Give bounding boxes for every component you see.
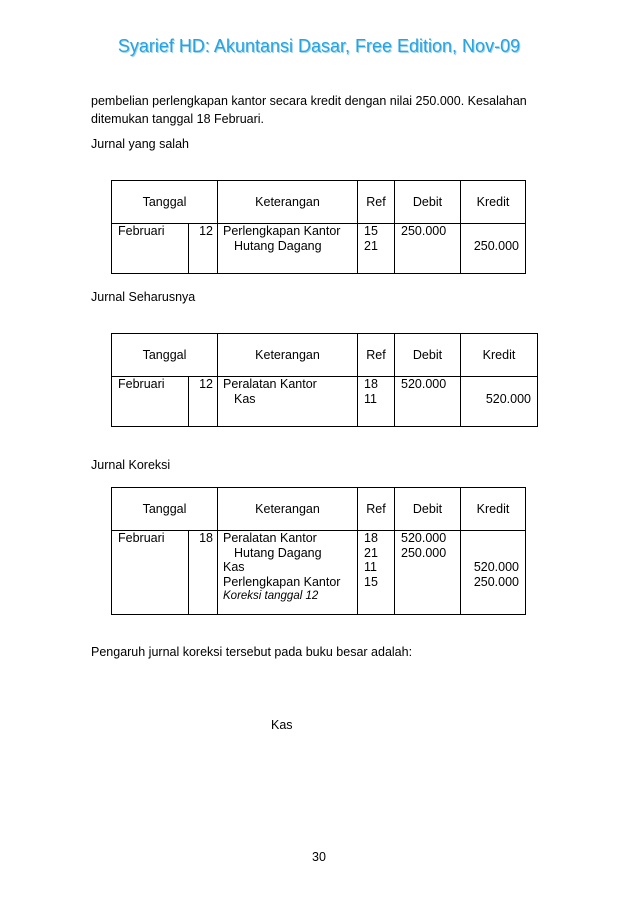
day: 12 — [199, 224, 213, 238]
col-tanggal: Tanggal — [112, 334, 218, 377]
jurnal-salah-table — [111, 180, 526, 274]
col-keterangan: Keterangan — [218, 488, 358, 531]
desc-credit-account: Kas — [234, 391, 256, 406]
table-header-row — [112, 334, 538, 377]
col-kredit: Kredit — [461, 181, 526, 224]
pengaruh-text: Pengaruh jurnal koreksi tersebut pada buku besar adalah: — [91, 645, 413, 659]
jurnal-seharusnya-title: Jurnal Seharusnya — [91, 290, 196, 304]
col-kredit: Kredit — [461, 488, 526, 531]
ref-value: 18 — [364, 531, 378, 545]
day: 18 — [199, 531, 213, 545]
month: Februari — [118, 531, 165, 545]
month: Februari — [118, 224, 165, 238]
jurnal-seharusnya-table — [111, 333, 538, 427]
desc-credit-account: Hutang Dagang — [234, 238, 322, 253]
debit-value: 520.000 — [401, 531, 447, 545]
table-row — [112, 377, 538, 427]
col-tanggal: Tanggal — [112, 181, 218, 224]
kredit-value: 520.000 — [473, 560, 519, 574]
day: 12 — [199, 377, 213, 391]
ref-value: 11 — [364, 560, 377, 574]
desc-account: Perlengkapan Kantor — [223, 574, 341, 589]
debit-value: 250.000 — [401, 224, 447, 238]
desc-debit-account: Peralatan Kantor — [223, 377, 317, 391]
kredit-value: 250.000 — [473, 238, 519, 253]
col-kredit: Kredit — [461, 334, 538, 377]
ref-value: 15 — [364, 224, 378, 238]
month: Februari — [118, 377, 165, 391]
table-header-row — [112, 488, 526, 531]
jurnal-koreksi-title: Jurnal Koreksi — [91, 458, 171, 472]
ref-value: 15 — [364, 574, 378, 589]
ref-value: 21 — [364, 545, 378, 560]
col-debit: Debit — [395, 181, 461, 224]
col-keterangan: Keterangan — [218, 334, 358, 377]
col-ref: Ref — [358, 334, 395, 377]
jurnal-koreksi-table — [111, 487, 526, 615]
kas-ledger-title: Kas — [271, 718, 293, 732]
col-keterangan: Keterangan — [218, 181, 358, 224]
table-row — [112, 224, 526, 274]
intro-line-2: ditemukan tanggal 18 Februari. — [91, 112, 265, 126]
col-debit: Debit — [395, 334, 461, 377]
desc-debit-account: Perlengkapan Kantor — [223, 224, 341, 238]
correction-note: Koreksi tanggal 12 — [223, 590, 319, 602]
col-ref: Ref — [358, 181, 395, 224]
page-number: 30 — [312, 850, 326, 864]
jurnal-salah-title: Jurnal yang salah — [91, 137, 189, 151]
kredit-value: 520.000 — [485, 391, 531, 406]
table-row — [112, 531, 526, 615]
document-header: Syarief HD: Akuntansi Dasar, Free Edition, Nov-09 — [117, 36, 521, 56]
desc-account: Hutang Dagang — [234, 545, 322, 560]
debit-value: 520.000 — [401, 377, 447, 391]
ref-value: 18 — [364, 377, 378, 391]
desc-account: Peralatan Kantor — [223, 531, 317, 545]
intro-paragraph — [91, 92, 571, 128]
desc-account: Kas — [223, 560, 245, 574]
table-header-row — [112, 181, 526, 224]
ref-value: 21 — [364, 238, 378, 253]
col-ref: Ref — [358, 488, 395, 531]
col-tanggal: Tanggal — [112, 488, 218, 531]
kredit-value: 250.000 — [473, 574, 519, 589]
debit-value: 250.000 — [401, 545, 447, 560]
ref-value: 11 — [364, 391, 377, 406]
intro-line-1: pembelian perlengkapan kantor secara kredit dengan nilai 250.000. Kesalahan — [91, 94, 527, 108]
col-debit: Debit — [395, 488, 461, 531]
